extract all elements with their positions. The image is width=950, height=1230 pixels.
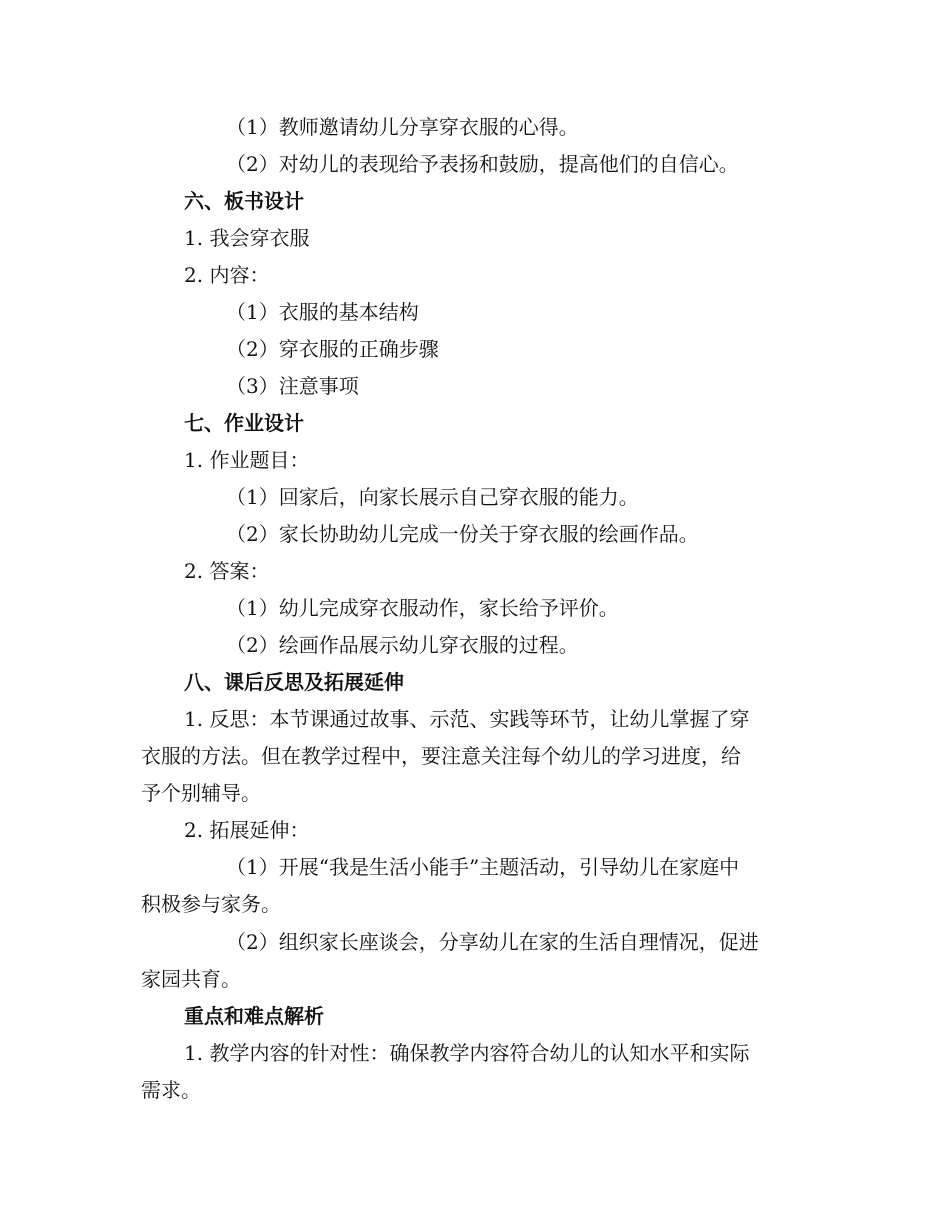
text-line: （1）教师邀请幼儿分享穿衣服的心得。 (226, 115, 579, 139)
text-line: 1. 反思：本节课通过故事、示范、实践等环节，让幼儿掌握了穿 (184, 707, 750, 731)
text-line: 需求。 (141, 1078, 201, 1102)
text-line: 家园共育。 (141, 967, 241, 991)
section-heading: 七、作业设计 (184, 411, 304, 435)
text-line: 予个别辅导。 (141, 781, 261, 805)
text-line: 2. 答案： (184, 559, 270, 583)
text-line: （1）幼儿完成穿衣服动作，家长给予评价。 (226, 596, 619, 620)
text-line: （2）绘画作品展示幼儿穿衣服的过程。 (226, 633, 579, 657)
text-line: （3）注意事项 (226, 374, 359, 398)
text-line: 积极参与家务。 (141, 892, 281, 916)
text-line: 衣服的方法。但在教学过程中，要注意关注每个幼儿的学习进度，给 (141, 744, 741, 768)
text-line: （2）组织家长座谈会，分享幼儿在家的生活自理情况，促进 (226, 930, 759, 954)
text-line: 1. 我会穿衣服 (184, 226, 310, 250)
text-line: 2. 拓展延伸： (184, 818, 310, 842)
text-line: （1）开展“我是生活小能手”主题活动，引导幼儿在家庭中 (226, 855, 740, 879)
text-line: 1. 作业题目： (184, 448, 310, 472)
text-line: （1）回家后，向家长展示自己穿衣服的能力。 (226, 485, 639, 509)
text-line: 1. 教学内容的针对性：确保教学内容符合幼儿的认知水平和实际 (184, 1041, 750, 1065)
text-line: （2）穿衣服的正确步骤 (226, 337, 439, 361)
text-line: （1）衣服的基本结构 (226, 300, 419, 324)
text-line: （2）对幼儿的表现给予表扬和鼓励，提高他们的自信心。 (226, 152, 739, 176)
text-line: （2）家长协助幼儿完成一份关于穿衣服的绘画作品。 (226, 522, 699, 546)
section-heading: 重点和难点解析 (184, 1004, 324, 1028)
text-line: 2. 内容： (184, 263, 270, 287)
section-heading: 六、板书设计 (184, 189, 304, 213)
section-heading: 八、课后反思及拓展延伸 (184, 670, 404, 694)
